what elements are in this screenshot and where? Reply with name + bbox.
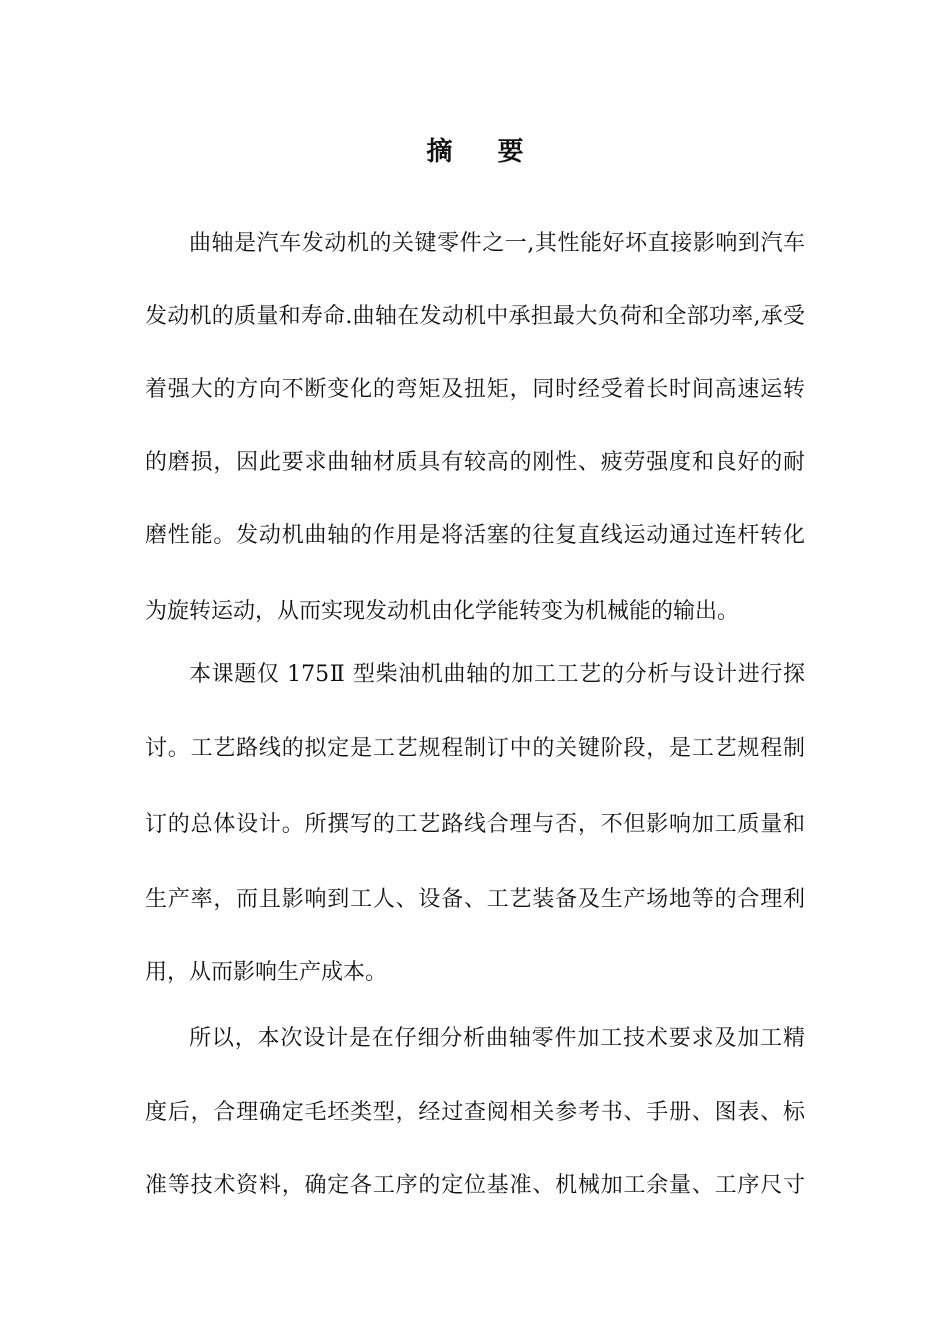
- paragraph-1-line-5: 磨性能。发动机曲轴的作用是将活塞的往复直线运动通过连杆转化: [145, 523, 805, 548]
- paragraph-3-line-3: 准等技术资料，确定各工序的定位基准、机械加工余量、工序尺寸: [145, 1173, 805, 1198]
- paragraph-1-line-1: 曲轴是汽车发动机的关键零件之一,其性能好坏直接影响到汽车: [189, 231, 805, 256]
- paragraph-1-line-3: 着强大的方向不断变化的弯矩及扭矩，同时经受着长时间高速运转: [145, 377, 805, 402]
- paragraph-1-line-2: 发动机的质量和寿命.曲轴在发动机中承担最大负荷和全部功率,承受: [145, 304, 805, 329]
- paragraph-1-line-6: 为旋转运动，从而实现发动机由化学能转变为机械能的输出。: [145, 599, 740, 624]
- paragraph-1-line-4: 的磨损，因此要求曲轴材质具有较高的刚性、疲劳强度和良好的耐: [145, 450, 805, 475]
- paragraph-3-line-1: 所以，本次设计是在仔细分析曲轴零件加工技术要求及加工精: [189, 1026, 805, 1051]
- paragraph-2-line-4: 生产率，而且影响到工人、设备、工艺装备及生产场地等的合理利: [145, 887, 805, 912]
- paragraph-2-line-2: 讨。工艺路线的拟定是工艺规程制订中的关键阶段，是工艺规程制: [145, 736, 805, 761]
- paragraph-3-line-2: 度后，合理确定毛坯类型，经过查阅相关参考书、手册、图表、标: [145, 1100, 805, 1125]
- abstract-title: 摘 要: [426, 137, 542, 167]
- paragraph-2-line-3: 订的总体设计。所撰写的工艺路线合理与否，不但影响加工质量和: [145, 812, 805, 837]
- paragraph-2-line-5: 用，从而影响生产成本。: [145, 960, 388, 985]
- paragraph-2-line-1: 本课题仅 175Ⅱ 型柴油机曲轴的加工工艺的分析与设计进行探: [189, 662, 805, 687]
